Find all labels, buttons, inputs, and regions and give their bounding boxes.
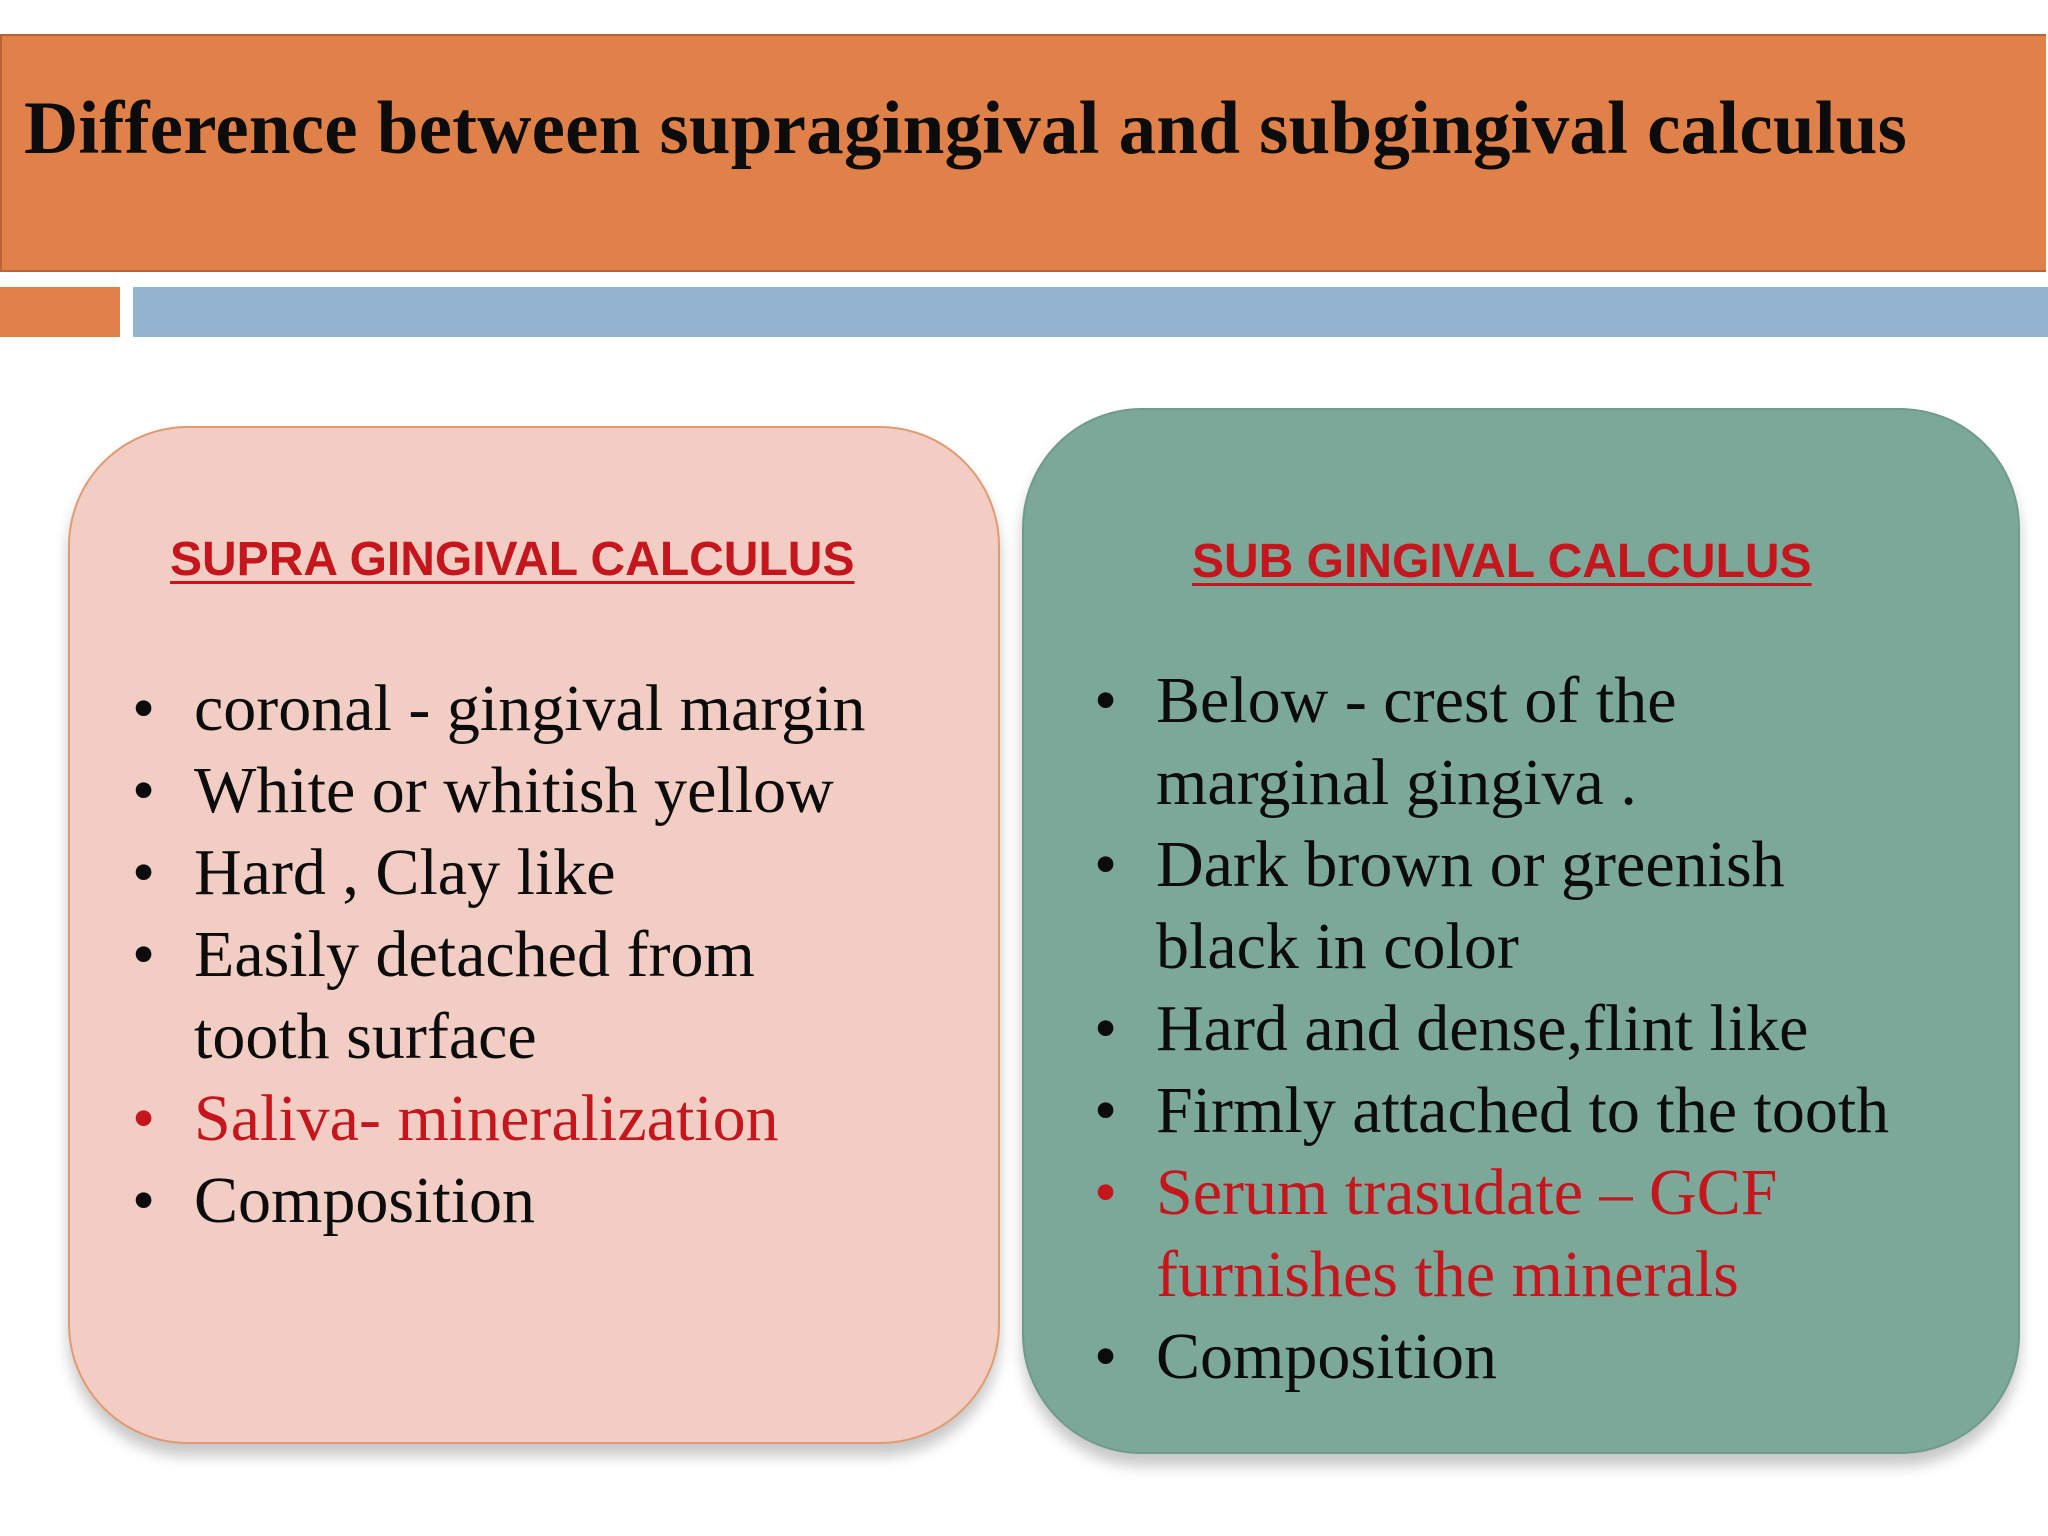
bullet-item [1094,660,2014,824]
bullet-text: Saliva- mineralization [194,1082,779,1155]
bullet-text: Hard , Clay like [194,836,616,909]
subgingival-list [1094,660,2014,1398]
bullet-dot-icon: • [132,754,156,827]
bullet-item [132,668,992,750]
bullet-item [132,1160,992,1242]
bullet-text: Firmly attached to the tooth [1156,1074,1890,1147]
title-bar [0,34,2046,272]
bullet-item [1094,988,2014,1070]
bullet-dot-icon: • [132,1082,156,1155]
supragingival-card [68,426,1000,1444]
bullet-text: coronal - gingival margin [194,672,866,745]
bullet-item [1094,824,2014,988]
bullet-dot-icon: • [1094,664,1118,737]
slide-title: Difference between supragingival and subgingival calculus [24,87,1908,170]
accent-bar-orange [0,287,120,337]
subgingival-card [1022,408,2020,1454]
bullet-dot-icon: • [1094,1074,1118,1147]
bullet-text: Dark brown or greenish [1156,828,1785,901]
bullet-text: White or whitish yellow [194,754,834,827]
bullet-text: tooth surface [194,1000,537,1073]
bullet-dot-icon: • [132,1164,156,1237]
bullet-dot-icon: • [132,836,156,909]
bullet-item [1094,1070,2014,1152]
bullet-dot-icon: • [132,672,156,745]
supragingival-list [132,668,992,1242]
bullet-text: Composition [1156,1320,1498,1393]
supragingival-heading: SUPRA GINGIVAL CALCULUS [170,533,855,586]
bullet-item [1094,1152,2014,1316]
bullet-item [132,832,992,914]
bullet-item [132,750,992,832]
bullet-text: black in color [1156,910,1519,983]
bullet-dot-icon: • [1094,1156,1118,1229]
bullet-text: marginal gingiva . [1156,746,1637,819]
bullet-text: Easily detached from [194,918,755,991]
bullet-dot-icon: • [132,918,156,991]
bullet-text: Hard and dense,flint like [1156,992,1809,1065]
bullet-item [132,914,992,1078]
bullet-text: furnishes the minerals [1156,1238,1739,1311]
bullet-item [132,1078,992,1160]
bullet-text: Composition [194,1164,536,1237]
subgingival-heading: SUB GINGIVAL CALCULUS [1192,535,1812,588]
bullet-item [1094,1316,2014,1398]
bullet-dot-icon: • [1094,828,1118,901]
accent-bar-blue [133,287,2048,337]
bullet-text: Below - crest of the [1156,664,1677,737]
bullet-dot-icon: • [1094,1320,1118,1393]
bullet-dot-icon: • [1094,992,1118,1065]
bullet-text: Serum trasudate – GCF [1156,1156,1778,1229]
